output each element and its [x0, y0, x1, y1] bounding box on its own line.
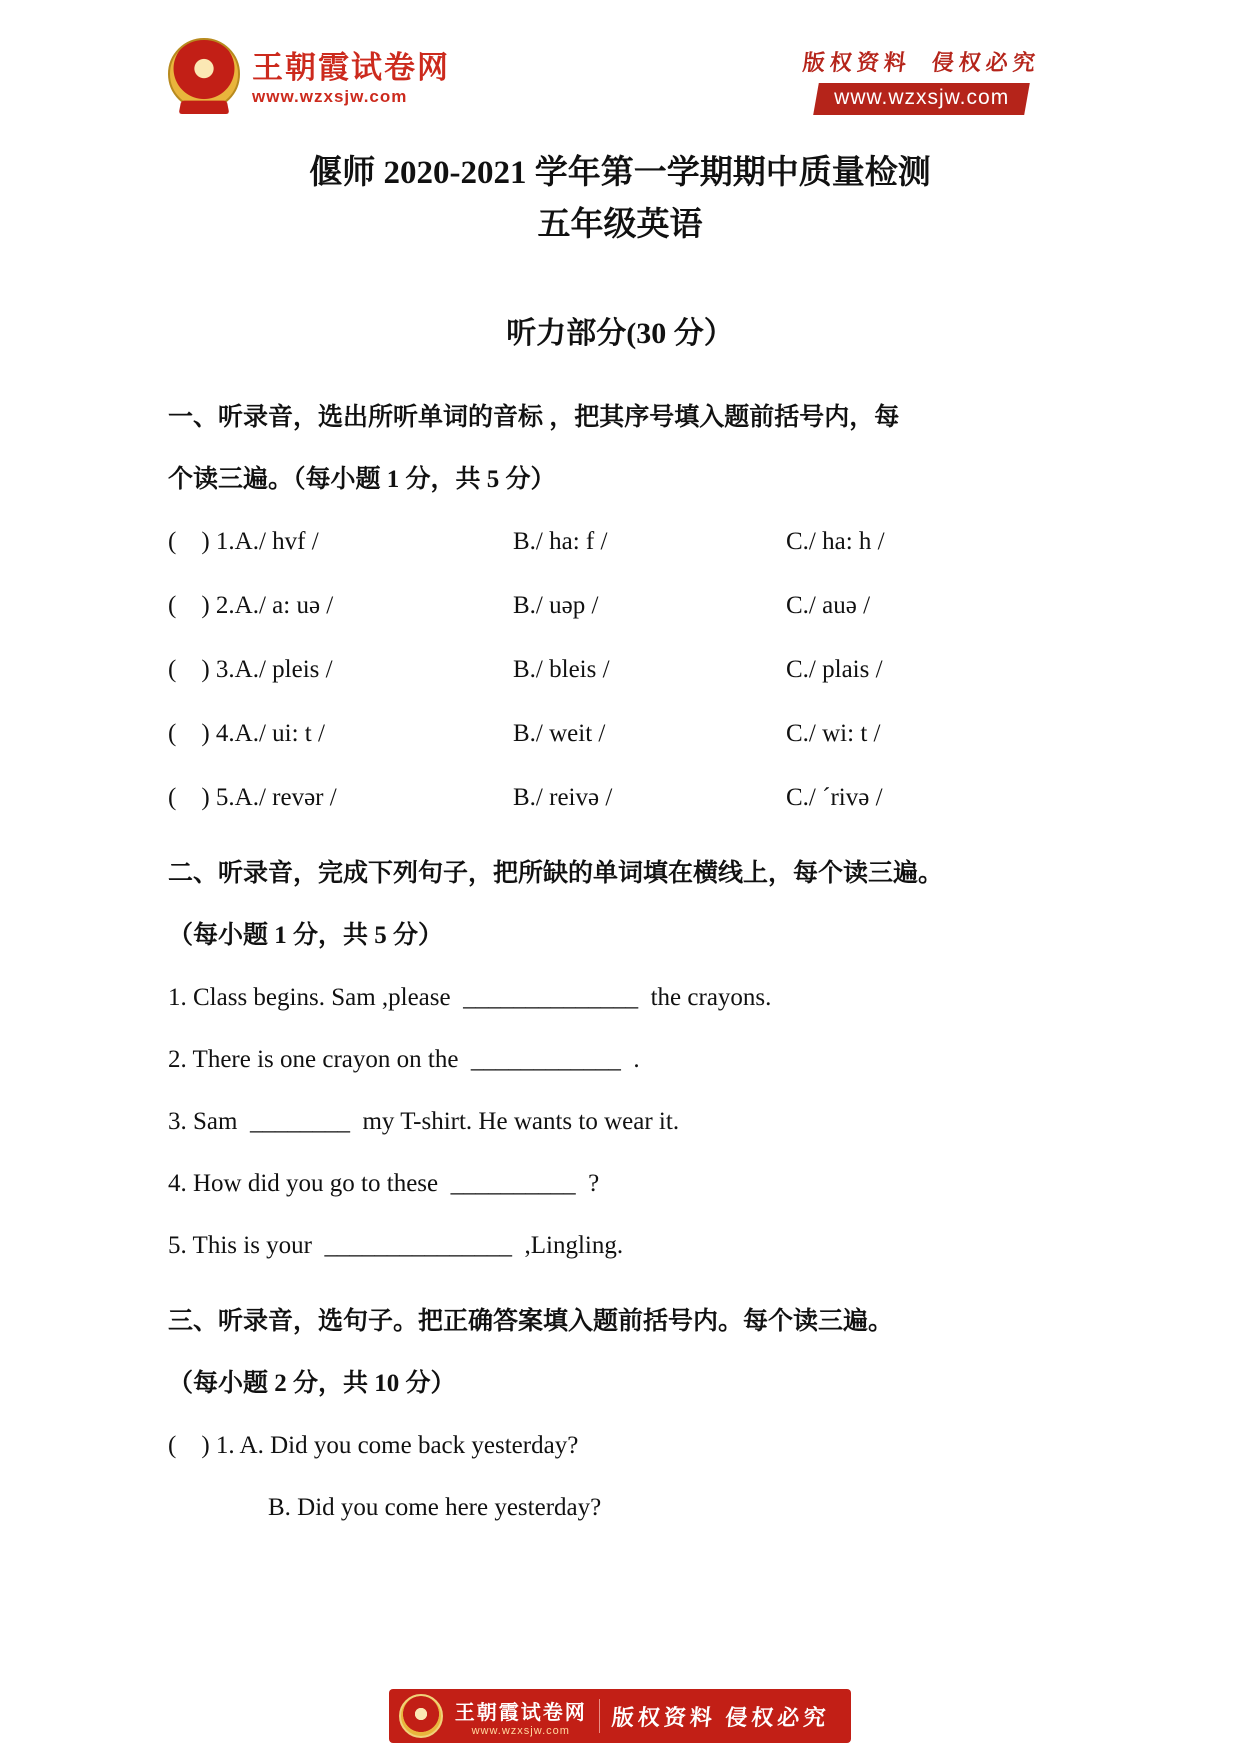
- footer-site-url: www.wzxsjw.com: [471, 1724, 570, 1737]
- option-a: ( ) 2.A./ a: uə /: [168, 592, 334, 619]
- option-b: B./ reivə /: [513, 784, 613, 811]
- part1-instruction-line1: 一、听录音，选出所听单词的音标 ，把其序号填入题前括号内，每: [168, 404, 900, 431]
- site-name: 王朝霞试卷网: [252, 49, 450, 85]
- copyright-slogan: 版权资料 侵权必究: [801, 50, 1042, 75]
- part3-question1-option-b: B. Did you come here yesterday?: [268, 1494, 602, 1521]
- exam-title: 偃师 2020-2021 学年第一学期期中质量检测: [309, 155, 931, 191]
- footer-site-name: 王朝霞试卷网: [454, 1701, 587, 1724]
- listening-section-title: 听力部分(30 分）: [506, 317, 734, 350]
- part1-item-row: [168, 585, 1072, 627]
- url-banner: [813, 83, 1030, 115]
- option-c: C./ wi: t /: [786, 720, 881, 747]
- footer-divider: [599, 1699, 600, 1733]
- part3-question1-option-a: ( ) 1. A. Did you come back yesterday?: [168, 1432, 579, 1459]
- option-b: B./ uəp /: [513, 592, 599, 619]
- option-a: ( ) 4.A./ ui: t /: [168, 720, 325, 747]
- part2-instruction-line2: （每小题 1 分，共 5 分）: [168, 922, 444, 949]
- part1-item-row: [168, 649, 1072, 691]
- part1-item-row: [168, 713, 1072, 755]
- option-b: B./ weit /: [513, 720, 606, 747]
- option-c: C./ plais /: [786, 656, 883, 683]
- part1-item-row: [168, 521, 1072, 563]
- option-c: C./ auə /: [786, 592, 871, 619]
- option-b: B./ ha: f /: [513, 528, 608, 555]
- header-right: [803, 38, 1040, 115]
- footer-logo-text: [455, 1696, 587, 1737]
- site-url: www.wzxsjw.com: [252, 86, 408, 106]
- page-footer: [0, 1689, 1240, 1743]
- option-b: B./ bleis /: [513, 656, 610, 683]
- part2-instruction-line1: 二、听录音，完成下列句子，把所缺的单词填在横线上，每个读三遍。: [168, 860, 944, 887]
- fill-in-sentence: 1. Class begins. Sam ,please ______________ the crayons.: [168, 984, 772, 1011]
- exam-body: [0, 397, 1240, 1529]
- fill-in-sentence: 4. How did you go to these __________ ?: [168, 1170, 600, 1197]
- part3-instruction-line1: 三、听录音，选句子。把正确答案填入题前括号内。每个读三遍。: [168, 1308, 894, 1335]
- part1-instruction-line2: 个读三遍。（每小题 1 分，共 5 分）: [168, 466, 556, 493]
- option-a: ( ) 1.A./ hvf /: [168, 528, 319, 555]
- footer-slogan: 版权资料 侵权必究: [610, 1704, 831, 1730]
- part1-item-row: [168, 777, 1072, 819]
- fill-in-sentence: 2. There is one crayon on the ____________ .: [168, 1046, 640, 1073]
- option-a: ( ) 5.A./ revər /: [168, 784, 337, 811]
- option-c: C./ ha: h /: [786, 528, 885, 555]
- page-header: [0, 0, 1240, 115]
- option-a: ( ) 3.A./ pleis /: [168, 656, 333, 683]
- logo-text: [252, 42, 450, 107]
- footer-banner: [389, 1689, 852, 1743]
- exam-subtitle: 五年级英语: [537, 207, 703, 243]
- part3-instruction-line2: （每小题 2 分，共 10 分）: [168, 1370, 456, 1397]
- site-logo: [168, 38, 450, 110]
- gold-seal-badge-icon: [168, 38, 240, 110]
- fill-in-sentence: 3. Sam ________ my T-shirt. He wants to wear it.: [168, 1108, 680, 1135]
- fill-in-sentence: 5. This is your _______________ ,Lingling.: [168, 1232, 624, 1259]
- gold-seal-badge-icon: [399, 1694, 443, 1738]
- option-c: C./ ´rivə /: [786, 784, 883, 811]
- url-banner-text: www.wzxsjw.com: [834, 86, 1010, 109]
